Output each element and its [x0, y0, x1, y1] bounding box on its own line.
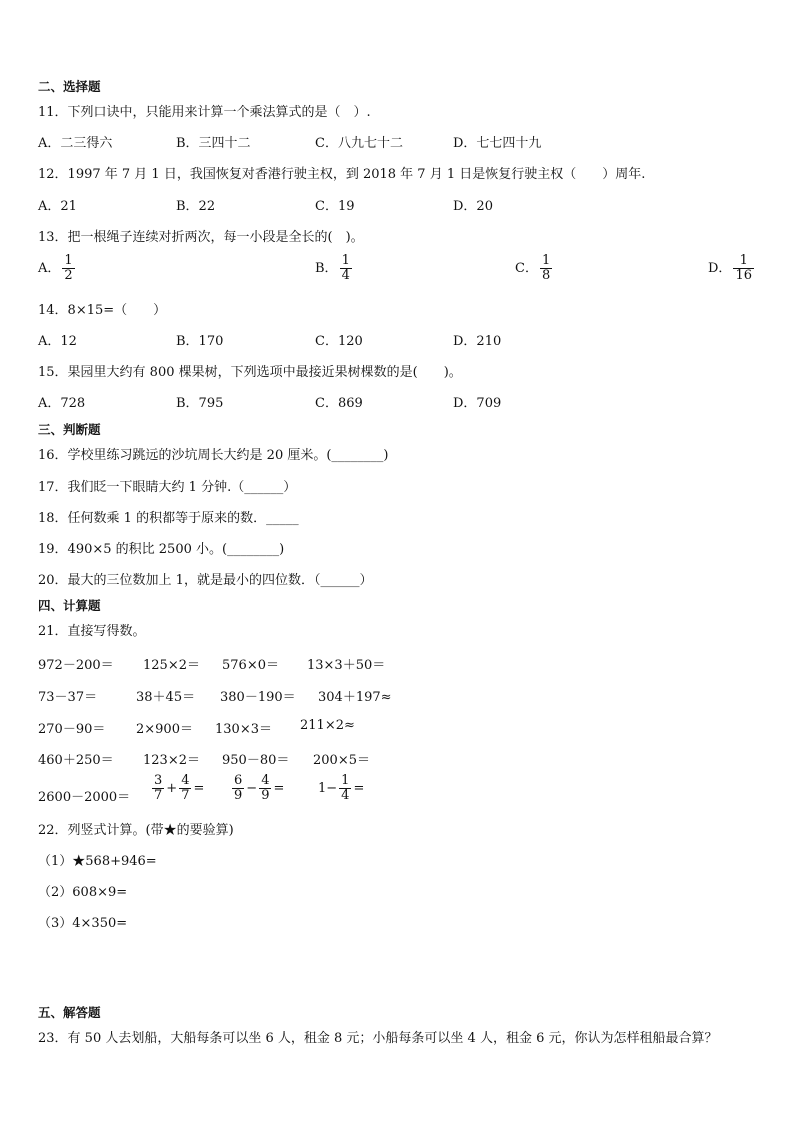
numerator: 3 — [154, 773, 163, 788]
question-15-stem: 15．果园里大约有 800 棵果树，下列选项中最接近果树棵数的是( )。 — [38, 365, 462, 380]
denominator: 9 — [261, 788, 270, 803]
q11-option-d: D．七七四十九 — [453, 136, 542, 151]
q15-option-d: D．709 — [453, 396, 502, 411]
denominator: 16 — [735, 268, 752, 283]
fraction — [62, 254, 74, 283]
q15-option-b: B．795 — [176, 396, 224, 411]
fraction — [232, 774, 244, 803]
q14-option-c: C．120 — [315, 334, 363, 349]
calc-item: 2600－2000＝ — [38, 790, 131, 805]
q22-item: （2）608×9= — [38, 885, 128, 900]
equals-sign: = — [353, 781, 365, 796]
denominator: 4 — [341, 788, 350, 803]
numerator: 6 — [234, 773, 243, 788]
question-20: 20．最大的三位数加上 1，就是最小的四位数．（______） — [38, 573, 373, 588]
section-heading-calc: 四、计算题 — [38, 598, 101, 613]
question-18: 18．任何数乘 1 的积都等于原来的数．_____ — [38, 511, 299, 526]
calc-item: 380－190＝ — [220, 690, 296, 705]
numerator: 4 — [181, 773, 190, 788]
q11-option-c: C．八九七十二 — [315, 136, 403, 151]
numerator: 1 — [64, 253, 73, 268]
q22-item: （1）★568+946= — [38, 854, 157, 869]
q13-option-b — [315, 254, 354, 283]
denominator: 7 — [181, 788, 190, 803]
q12-option-b: B．22 — [176, 199, 216, 214]
denominator: 2 — [64, 268, 73, 283]
question-16: 16．学校里练习跳远的沙坑周长大约是 20 厘米。(________) — [38, 448, 389, 463]
numerator: 1 — [733, 254, 754, 269]
q11-option-b: B．三四十二 — [176, 136, 251, 151]
q14-option-a: A．12 — [38, 334, 77, 349]
question-12-stem: 12．1997 年 7 月 1 日，我国恢复对香港行驶主权，到 2018 年 7 月 1 日是恢复行驶主权（ ）周年. — [38, 167, 646, 182]
q12-option-c: C．19 — [315, 199, 355, 214]
fraction — [540, 254, 552, 283]
numerator: 1 — [341, 773, 350, 788]
q13-option-d — [708, 254, 756, 283]
numerator: 1 — [341, 253, 350, 268]
q12-option-d: D．20 — [453, 199, 493, 214]
calc-item: 270－90＝ — [38, 722, 106, 737]
question-23-stem: 23．有 50 人去划船，大船每条可以坐 6 人，租金 8 元；小船每条可以坐 4 人，租金 6 元，你认为怎样租船最合算？ — [38, 1031, 718, 1046]
q13-option-a-label: A． — [38, 261, 61, 276]
calc-item-fraction-diff — [230, 774, 284, 803]
calc-item: 125×2＝ — [143, 658, 200, 673]
calc-item-one-minus-fraction — [318, 774, 364, 803]
fraction — [733, 254, 754, 283]
question-19: 19．490×5 的积比 2500 小。(________) — [38, 542, 285, 557]
q15-option-a: A．728 — [38, 396, 86, 411]
question-17: 17．我们眨一下眼睛大约 1 分钟.（______） — [38, 480, 297, 495]
fraction — [340, 254, 352, 283]
calc-item: 38＋45＝ — [136, 690, 196, 705]
question-21-stem: 21．直接写得数。 — [38, 624, 146, 639]
calc-item: 576×0＝ — [222, 658, 279, 673]
fraction — [339, 774, 351, 803]
q13-option-c — [515, 254, 554, 283]
fraction — [179, 774, 191, 803]
section-heading-choice: 二、选择题 — [38, 79, 101, 94]
calc-item: 972－200＝ — [38, 658, 114, 673]
calc-item: 200×5＝ — [313, 753, 370, 768]
q13-option-b-label: B． — [315, 261, 338, 276]
section-heading-answer: 五、解答题 — [38, 1005, 101, 1020]
q13-option-d-label: D． — [708, 261, 732, 276]
calc-item: 304＋197≈ — [318, 690, 392, 705]
q11-option-a: A．二三得六 — [38, 136, 113, 151]
question-14-stem: 14．8×15=（ ） — [38, 303, 167, 318]
fraction — [152, 774, 164, 803]
operator: − — [246, 781, 258, 796]
equals-sign: = — [193, 781, 205, 796]
q14-option-d: D．210 — [453, 334, 502, 349]
q14-option-b: B．170 — [176, 334, 224, 349]
q13-option-a — [38, 254, 77, 283]
operator: + — [166, 781, 178, 796]
calc-item: 73－37＝ — [38, 690, 98, 705]
equals-sign: = — [273, 781, 285, 796]
numerator: 4 — [261, 773, 270, 788]
calc-item: 2×900＝ — [136, 722, 193, 737]
q12-option-a: A．21 — [38, 199, 77, 214]
prefix: 1− — [318, 781, 338, 796]
q15-option-c: C．869 — [315, 396, 363, 411]
section-heading-judge: 三、判断题 — [38, 422, 101, 437]
denominator: 9 — [234, 788, 243, 803]
denominator: 7 — [154, 788, 163, 803]
calc-item-fraction-sum — [150, 774, 204, 803]
denominator: 4 — [341, 268, 350, 283]
calc-item: 950－80＝ — [222, 753, 290, 768]
question-22-stem: 22．列竖式计算。(带★的要验算) — [38, 823, 234, 838]
q13-option-c-label: C． — [515, 261, 538, 276]
calc-item: 130×3＝ — [215, 722, 272, 737]
question-13-stem: 13．把一根绳子连续对折两次，每一小段是全长的( )。 — [38, 230, 364, 245]
numerator: 1 — [541, 253, 551, 268]
q22-item: （3）4×350= — [38, 916, 128, 931]
calc-item: 123×2＝ — [143, 753, 200, 768]
calc-item: 13×3＋50＝ — [307, 658, 386, 673]
question-11-stem: 11．下列口诀中，只能用来计算一个乘法算式的是（ ）. — [38, 105, 371, 120]
calc-item: 211×2≈ — [300, 718, 355, 733]
denominator: 8 — [541, 268, 551, 283]
fraction — [259, 774, 271, 803]
calc-item: 460＋250＝ — [38, 753, 114, 768]
